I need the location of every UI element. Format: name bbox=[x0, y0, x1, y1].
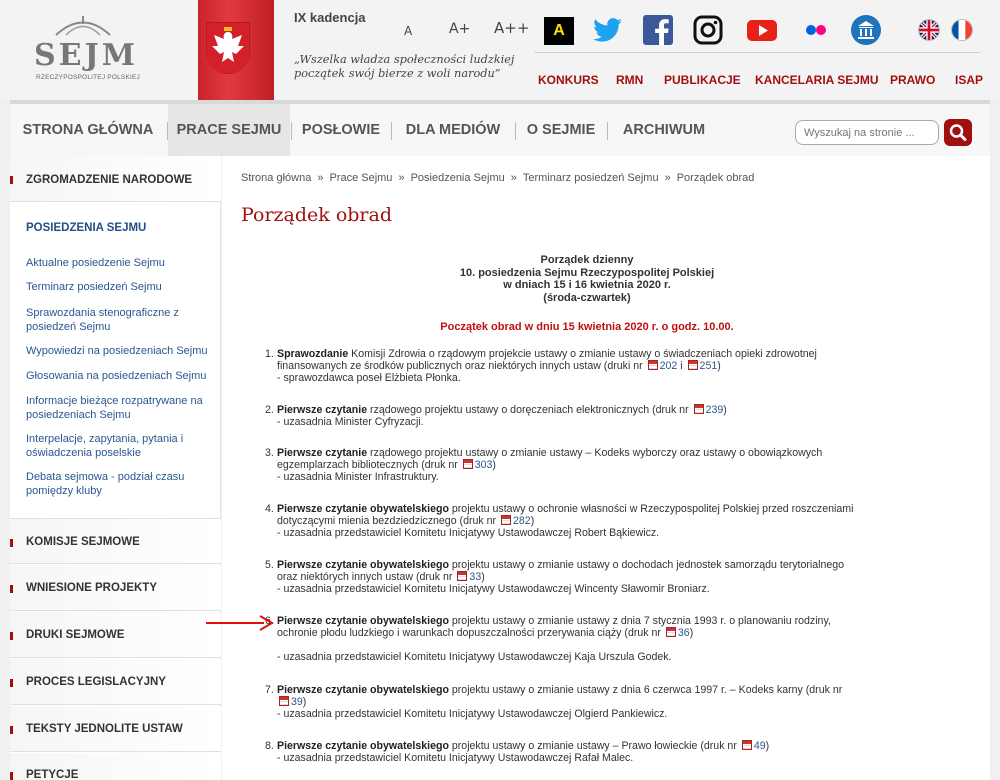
sidebar-item-label: TEKSTY JEDNOLITE USTAW bbox=[26, 723, 183, 735]
breadcrumb-separator: » bbox=[398, 172, 405, 184]
druk-link[interactable]: 36 bbox=[677, 627, 690, 639]
agenda-heading-line: Porządek dzienny bbox=[540, 254, 634, 266]
agenda-item-type: Pierwsze czytanie obywatelskiego bbox=[277, 615, 449, 627]
agenda-item-sponsor: - uzasadnia przedstawiciel Komitetu Inicjatywy Ustawodawczej Wincenty Sławomir Broniarz. bbox=[277, 583, 710, 595]
agenda-item-type: Pierwsze czytanie bbox=[277, 404, 368, 416]
sidebar-marker bbox=[10, 772, 13, 780]
agenda-item: 1. Sprawozdanie Komisji Zdrowia o rządowym projekcie ustawy o zmianie ustawy o świadczeniach opieki zdrowotnej finansowanych ze środków publicznych oraz niektórych innych ustaw (druki nr 202 i 251) - sprawozdawca poseł Elżbieta Płonka. bbox=[265, 348, 817, 384]
agenda-item-text: projektu ustawy o zmianie ustawy z dnia 6 czerwca 1997 r. – Kodeks karny (druk nr bbox=[448, 684, 843, 696]
nav-o-sejmie[interactable]: O SEJMIE bbox=[526, 122, 596, 138]
sidebar-link-sprawozdania[interactable]: Sprawozdania stenograficzne z posiedzeń Sejmu bbox=[26, 307, 179, 333]
agenda-item-number: 2. bbox=[265, 404, 274, 416]
sidebar-marker bbox=[10, 176, 13, 184]
nav-prace-sejmu[interactable]: PRACE SEJMU bbox=[168, 104, 290, 156]
agenda-heading-line: (środa-czwartek) bbox=[543, 291, 631, 304]
agenda-item-type: Pierwsze czytanie obywatelskiego bbox=[277, 559, 449, 571]
search-input[interactable] bbox=[795, 120, 939, 145]
english-flag-icon[interactable] bbox=[918, 19, 940, 41]
pdf-icon bbox=[501, 515, 511, 525]
breadcrumb-link[interactable]: Terminarz posiedzeń Sejmu bbox=[522, 172, 659, 184]
breadcrumb bbox=[241, 172, 754, 184]
druk-link[interactable]: 49 bbox=[753, 740, 766, 752]
pdf-icon bbox=[648, 360, 658, 370]
agenda-heading bbox=[262, 254, 912, 304]
druk-link[interactable]: 33 bbox=[469, 571, 482, 583]
agenda-heading-line: w dniach 15 i 16 kwietnia 2020 r. bbox=[503, 279, 671, 291]
breadcrumb-link[interactable]: Prace Sejmu bbox=[329, 172, 393, 184]
agenda-item-sponsor: - uzasadnia Minister Cyfryzacji. bbox=[277, 416, 424, 428]
agenda-item-text: oraz niektórych innych ustaw (druk nr bbox=[277, 571, 453, 583]
sidebar-item-komisje[interactable] bbox=[10, 518, 221, 564]
druk-link[interactable]: 39 bbox=[291, 696, 303, 708]
agenda-item-number: 5. bbox=[265, 559, 274, 571]
term-label: IX kadencja bbox=[294, 10, 366, 25]
agenda-item-text: rządowego projektu ustawy o zmianie ustawy – Kodeks wyborczy oraz ustawy o obowiązkowych bbox=[367, 447, 823, 459]
agenda-item-text: Komisji Zdrowia o rządowym projekcie ustawy o zmianie ustawy o świadczeniach opieki zdrowotnej bbox=[348, 348, 817, 360]
agenda-item-text: projektu ustawy o zmianie ustawy o dochodach jednostek samorządu terytorialnego bbox=[448, 559, 845, 571]
agenda-item-number: 3. bbox=[265, 447, 274, 459]
pdf-icon bbox=[694, 404, 704, 414]
motto-quote: „Wszelka władza społeczności ludzkiej początek swój bierze z woli narodu” bbox=[294, 53, 515, 80]
nav-strona-glowna[interactable]: STRONA GŁÓWNA bbox=[22, 122, 154, 138]
agenda-item-text: ochronie płodu ludzkiego i warunkach dopuszczalności przerywania ciąży (druk nr bbox=[277, 627, 661, 639]
agenda-item-number: 6. bbox=[265, 615, 274, 627]
nav-poslowie[interactable]: POSŁOWIE bbox=[301, 122, 381, 138]
agenda-item: 8. Pierwsze czytanie obywatelskiego projektu ustawy o zmianie ustawy – Prawo łowieckie (druk nr 49) - uzasadnia przedstawiciel Komitetu Inicjatywy Ustawodawczej Rafał Malec. bbox=[265, 740, 770, 764]
sidebar-link-terminarz[interactable]: Terminarz posiedzeń Sejmu bbox=[26, 281, 162, 293]
pdf-icon bbox=[457, 571, 467, 581]
agenda-item-number: 8. bbox=[265, 740, 274, 752]
flickr-icon[interactable] bbox=[800, 14, 832, 46]
pdf-icon bbox=[463, 459, 473, 469]
search-icon bbox=[944, 119, 972, 146]
sidebar bbox=[10, 156, 221, 780]
top-link-isap[interactable]: ISAP bbox=[955, 73, 984, 87]
sidebar-item-proces[interactable] bbox=[10, 659, 221, 705]
agenda-heading-line: 10. posiedzenia Sejmu Rzeczypospolitej Polskiej bbox=[459, 266, 715, 279]
parliament-dome-icon bbox=[52, 16, 114, 36]
breadcrumb-separator: » bbox=[510, 172, 517, 184]
agenda-item-text: finansowanych ze środków publicznych oraz niektórych innych ustaw (druki nr bbox=[277, 360, 643, 372]
logo-subtitle: RZECZYPOSPOLITEJ POLSKIEJ bbox=[36, 74, 140, 81]
pdf-icon bbox=[688, 360, 698, 370]
top-link-rmn[interactable]: RMN bbox=[616, 73, 644, 87]
agenda-item: 3. Pierwsze czytanie rządowego projektu ustawy o zmianie ustawy – Kodeks wyborczy oraz ustawy o obowiązkowych egzemplarzach bibliotecznych (druk nr 303) - uzasadnia Minister Infrastruktury. bbox=[265, 447, 823, 483]
main-content bbox=[222, 156, 990, 780]
agenda-item-sponsor: - sprawozdawca poseł Elżbieta Płonka. bbox=[277, 372, 461, 384]
breadcrumb-link[interactable]: Strona główna bbox=[241, 172, 312, 184]
page-title: Porządek obrad bbox=[241, 204, 393, 226]
spacer bbox=[277, 639, 917, 651]
sidebar-item-label: PROCES LEGISLACYJNY bbox=[26, 676, 166, 688]
red-arrow-annotation-icon bbox=[206, 614, 274, 632]
facebook-icon[interactable] bbox=[642, 14, 674, 46]
youtube-icon[interactable] bbox=[746, 14, 778, 46]
sidebar-item-druki[interactable] bbox=[10, 612, 221, 658]
agenda-item-sponsor: - uzasadnia przedstawiciel Komitetu Inicjatywy Ustawodawczej Rafał Malec. bbox=[277, 752, 634, 764]
druk-link[interactable]: 239 bbox=[705, 404, 724, 416]
agenda-item: 7. Pierwsze czytanie obywatelskiego projektu ustawy o zmianie ustawy z dnia 6 czerwca 1997 r. – Kodeks karny (druk nr 39) - uzasadnia przedstawiciel Komitetu Inicjatywy Ustawodawczej Olgierd Pankiewicz. bbox=[265, 684, 843, 720]
agenda-item: 2. Pierwsze czytanie rządowego projektu ustawy o doręczeniach elektronicznych (druk nr 239) - uzasadnia Minister Cyfryzacji. bbox=[265, 404, 727, 428]
font-size-normal-button[interactable]: A bbox=[404, 24, 413, 38]
agenda-item-number: 7. bbox=[265, 684, 274, 696]
agenda-item: 4. Pierwsze czytanie obywatelskiego projektu ustawy o ochronie własności w Rzeczypospolitej Polskiej przed roszczeniami dotyczącymi mienia bezdziedzicznego (druk nr 282) - uzasadnia przedstawiciel Komitetu Inicjatywy Ustawodawczej Robert Bąkiewicz. bbox=[265, 503, 854, 539]
top-link-publikacje[interactable]: PUBLIKACJE bbox=[664, 73, 741, 87]
sidebar-section-posiedzenia[interactable]: POSIEDZENIA SEJMU bbox=[26, 222, 147, 234]
top-link-prawo[interactable]: PRAWO bbox=[890, 73, 936, 87]
breadcrumb-separator: » bbox=[664, 172, 671, 184]
institution-icon[interactable] bbox=[850, 14, 882, 46]
agenda-item-type: Pierwsze czytanie bbox=[277, 447, 368, 459]
sidebar-item-label: KOMISJE SEJMOWE bbox=[26, 536, 140, 548]
druk-link[interactable]: 202 bbox=[659, 360, 678, 372]
sidebar-item-teksty[interactable] bbox=[10, 706, 221, 752]
sidebar-item-label: PETYCJE bbox=[26, 769, 79, 780]
agenda-item-sponsor: - uzasadnia przedstawiciel Komitetu Inicjatywy Ustawodawczej Robert Bąkiewicz. bbox=[277, 527, 660, 539]
agenda-item-sponsor: - uzasadnia przedstawiciel Komitetu Inicjatywy Ustawodawczej Olgierd Pankiewicz. bbox=[277, 708, 668, 720]
agenda-item-type: Pierwsze czytanie obywatelskiego bbox=[277, 740, 449, 752]
font-size-large-button[interactable]: A+ bbox=[449, 21, 471, 37]
sidebar-item-label: DRUKI SEJMOWE bbox=[26, 629, 125, 641]
sidebar-link-aktualne[interactable]: Aktualne posiedzenie Sejmu bbox=[26, 257, 165, 269]
breadcrumb-separator: » bbox=[317, 172, 324, 184]
nav-dla-mediow[interactable]: DLA MEDIÓW bbox=[405, 122, 501, 138]
session-start-time: Początek obrad w dniu 15 kwietnia 2020 r. o godz. 10.00. bbox=[440, 321, 734, 333]
sidebar-marker bbox=[10, 632, 13, 640]
sidebar-link-wypowiedzi[interactable]: Wypowiedzi na posiedzeniach Sejmu bbox=[26, 345, 208, 357]
instagram-icon[interactable] bbox=[692, 14, 724, 46]
top-link-konkurs[interactable]: KONKURS bbox=[538, 73, 599, 87]
logo-text: SEJM bbox=[34, 38, 138, 73]
sidebar-link-interpelacje[interactable]: Interpelacje, zapytania, pytania i oświadczenia poselskie bbox=[26, 433, 184, 459]
pdf-icon bbox=[666, 627, 676, 637]
agenda-item-sponsor: - uzasadnia Minister Infrastruktury. bbox=[277, 471, 439, 483]
druk-link[interactable]: 303 bbox=[474, 459, 493, 471]
agenda-item-type: Pierwsze czytanie obywatelskiego bbox=[277, 503, 449, 515]
agenda-item-text: rządowego projektu ustawy o doręczeniach elektronicznych (druk nr bbox=[367, 404, 689, 416]
druk-link[interactable]: 251 bbox=[699, 360, 718, 372]
sidebar-marker bbox=[10, 679, 13, 687]
header-divider bbox=[534, 52, 980, 53]
agenda-item-type: Sprawozdanie bbox=[277, 348, 349, 360]
agenda-item-number: 1. bbox=[265, 348, 274, 360]
agenda-item-number: 4. bbox=[265, 503, 274, 515]
french-flag-icon[interactable] bbox=[951, 19, 973, 41]
agenda-item-sponsor: - uzasadnia przedstawiciel Komitetu Inicjatywy Ustawodawczej Kaja Urszula Godek. bbox=[277, 651, 672, 663]
main-navigation bbox=[10, 100, 990, 156]
agenda-item-text: dotyczącymi mienia bezdziedzicznego (druk nr bbox=[277, 515, 497, 527]
eagle-emblem-icon bbox=[206, 22, 250, 74]
sidebar-item-projekty[interactable] bbox=[10, 565, 221, 611]
agenda-item-text: projektu ustawy o ochronie własności w Rzeczypospolitej Polskiej przed roszczeniami bbox=[448, 503, 854, 515]
agenda-item: 5. Pierwsze czytanie obywatelskiego projektu ustawy o zmianie ustawy o dochodach jednostek samorządu terytorialnego oraz niektórych innych ustaw (druk nr 33) - uzasadnia przedstawiciel Komitetu Inicjatywy Ustawodawczej Wincenty Sławomir Broniarz. bbox=[265, 559, 845, 595]
twitter-icon[interactable] bbox=[592, 14, 624, 46]
sidebar-item-zgromadzenie[interactable] bbox=[10, 156, 221, 202]
agenda-item: 6. Pierwsze czytanie obywatelskiego projektu ustawy o zmianie ustawy z dnia 7 stycznia 1993 r. o planowaniu rodziny, ochronie płodu ludzkiego i warunkach dopuszczalności przerywania ciąży (druk nr 36) - uzasadnia przedstawiciel Komitetu Inicjatywy Ustawodawczej Kaja Urszula Godek. bbox=[277, 615, 917, 663]
high-contrast-button[interactable]: A bbox=[544, 17, 574, 45]
pdf-icon bbox=[279, 696, 289, 706]
sidebar-marker bbox=[10, 585, 13, 593]
sidebar-link-glosowania[interactable]: Głosowania na posiedzeniach Sejmu bbox=[26, 370, 207, 382]
sidebar-item-petycje[interactable] bbox=[10, 753, 221, 780]
pdf-icon bbox=[742, 740, 752, 750]
national-banner bbox=[198, 0, 274, 100]
sidebar-item-label: ZGROMADZENIE NARODOWE bbox=[26, 174, 193, 186]
nav-archiwum[interactable]: ARCHIWUM bbox=[622, 122, 706, 138]
sidebar-link-informacje[interactable]: Informacje bieżące rozpatrywane na posiedzeniach Sejmu bbox=[26, 395, 203, 421]
search-button[interactable] bbox=[944, 119, 972, 146]
top-link-kancelaria[interactable]: KANCELARIA SEJMU bbox=[755, 73, 879, 87]
breadcrumb-link[interactable]: Posiedzenia Sejmu bbox=[410, 172, 505, 184]
top-header bbox=[0, 0, 1000, 100]
sidebar-link-debata[interactable]: Debata sejmowa - podział czasu pomiędzy kluby bbox=[26, 471, 185, 497]
sidebar-item-label: WNIESIONE PROJEKTY bbox=[26, 582, 157, 594]
agenda-item-text: projektu ustawy o zmianie ustawy – Prawo łowieckie (druk nr bbox=[448, 740, 737, 752]
sejm-logo[interactable] bbox=[34, 12, 140, 87]
agenda-item-text: egzemplarzach bibliotecznych (druk nr bbox=[277, 459, 458, 471]
font-size-xlarge-button[interactable]: A++ bbox=[494, 19, 530, 37]
druk-link[interactable]: 282 bbox=[513, 515, 531, 527]
sidebar-marker bbox=[10, 539, 13, 547]
sidebar-marker bbox=[10, 726, 13, 734]
agenda-item-type: Pierwsze czytanie obywatelskiego bbox=[277, 684, 449, 696]
agenda-item-text: projektu ustawy o zmianie ustawy z dnia 7 stycznia 1993 r. o planowaniu rodziny, bbox=[448, 615, 831, 627]
breadcrumb-current: Porządek obrad bbox=[676, 172, 755, 184]
